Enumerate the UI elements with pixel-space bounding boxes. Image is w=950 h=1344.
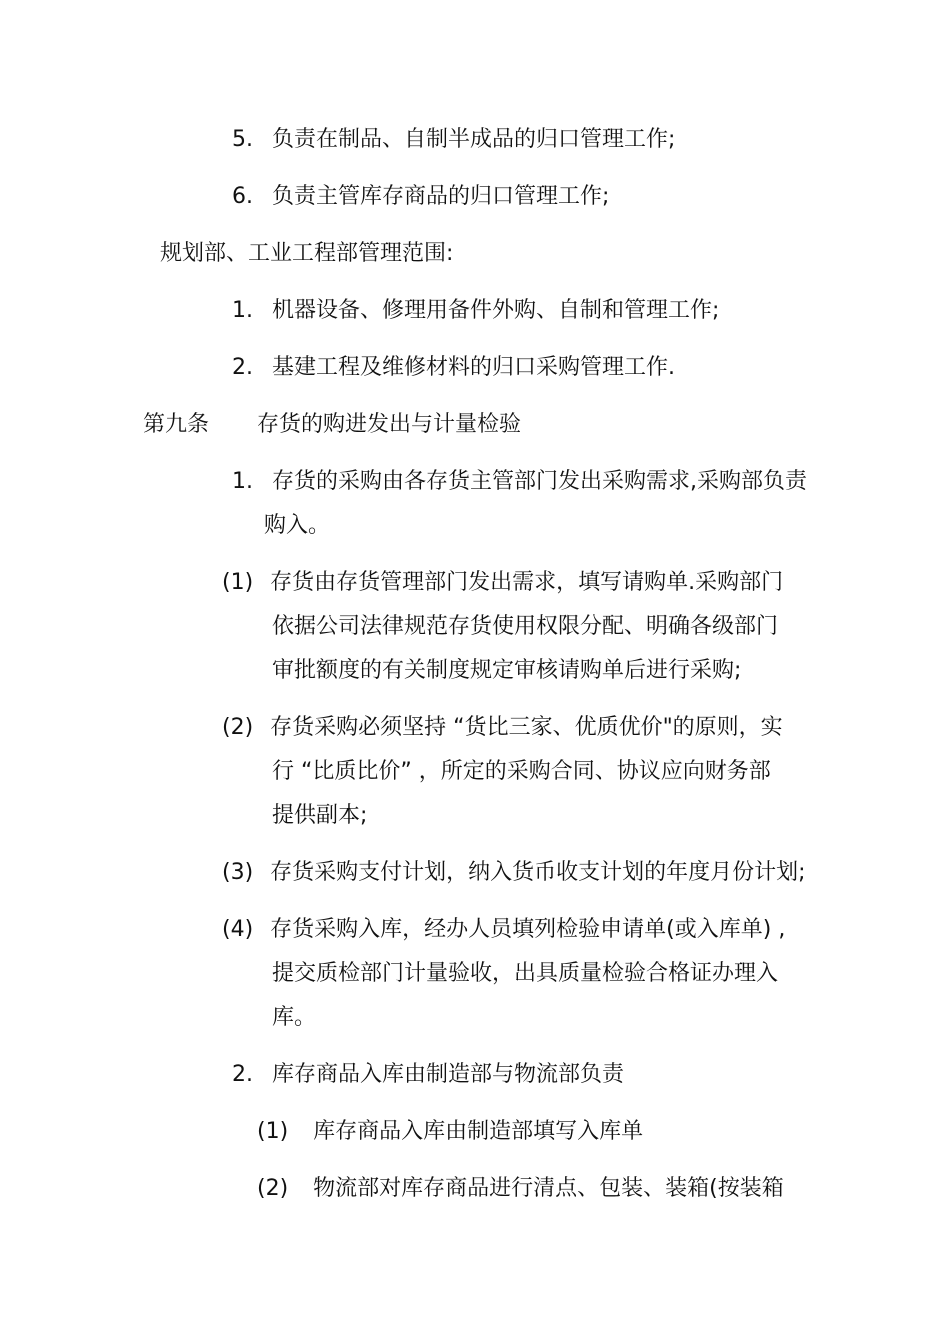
item-number: 1. — [232, 298, 253, 323]
list-item — [232, 296, 719, 326]
article-title: 存货的购进发出与计量检验 — [257, 412, 522, 437]
sub-item-text-line: 行 “比质比价” ，所定的采购合同、协议应向财务部 — [272, 759, 771, 784]
item-text-line: 购入。 — [264, 513, 331, 538]
sub-item — [222, 858, 806, 888]
article-heading — [143, 410, 521, 440]
list-item — [232, 125, 675, 155]
item-text: 库存商品入库由制造部与物流部负责 — [272, 1062, 625, 1087]
sub-item — [222, 713, 783, 743]
item-number: 5. — [232, 127, 253, 152]
sub-item-text-line: 提交质检部门计量验收，出具质量检验合格证办理入 — [272, 961, 779, 986]
list-item — [232, 353, 675, 383]
sub-item-number: (2) — [222, 715, 254, 740]
item-text: 机器设备、修理用备件外购、自制和管理工作; — [272, 298, 720, 323]
sub-item-number: (4) — [222, 917, 254, 942]
sub-sub-item — [257, 1117, 643, 1147]
sub-sub-item-number: (1) — [257, 1119, 289, 1144]
list-item — [232, 467, 807, 497]
sub-sub-item-number: (2) — [257, 1176, 289, 1201]
sub-sub-item — [257, 1174, 784, 1204]
item-number: 6. — [232, 184, 253, 209]
section-heading: 规划部、工业工程部管理范围: — [160, 241, 454, 266]
item-text: 负责主管库存商品的归口管理工作; — [272, 184, 610, 209]
sub-sub-item-text: 库存商品入库由制造部填写入库单 — [313, 1119, 644, 1144]
sub-item-number: (3) — [222, 860, 254, 885]
sub-item — [222, 915, 785, 945]
article-label: 第九条 — [143, 412, 210, 437]
sub-item-text-line: 库。 — [272, 1005, 317, 1030]
item-text-line: 存货的采购由各存货主管部门发出采购需求,采购部负责 — [272, 469, 807, 494]
sub-item-text-line: 依据公司法律规范存货使用权限分配、明确各级部门 — [272, 614, 779, 639]
sub-item-text-line: 审批额度的有关制度规定审核请购单后进行采购; — [272, 658, 742, 683]
sub-item — [222, 568, 783, 598]
sub-item-number: (1) — [222, 570, 254, 595]
sub-item-text-line: 提供副本; — [272, 803, 368, 828]
sub-item-text-line: 存货由存货管理部门发出需求，填写请购单.采购部门 — [270, 570, 784, 595]
item-number: 2. — [232, 1062, 253, 1087]
item-number: 1. — [232, 469, 253, 494]
item-text: 负责在制品、自制半成品的归口管理工作; — [272, 127, 676, 152]
sub-item-text-line: 存货采购支付计划，纳入货币收支计划的年度月份计划; — [270, 860, 806, 885]
sub-item-text-line: 存货采购入库，经办人员填列检验申请单(或入库单) , — [270, 917, 786, 942]
list-item — [232, 182, 609, 212]
sub-sub-item-text: 物流部对库存商品进行清点、包装、装箱(按装箱 — [313, 1176, 784, 1201]
list-item — [232, 1060, 624, 1090]
item-text: 基建工程及维修材料的归口采购管理工作. — [272, 355, 675, 380]
item-number: 2. — [232, 355, 253, 380]
sub-item-text-line: 存货采购必须坚持 “货比三家、优质优价"的原则，实 — [270, 715, 783, 740]
